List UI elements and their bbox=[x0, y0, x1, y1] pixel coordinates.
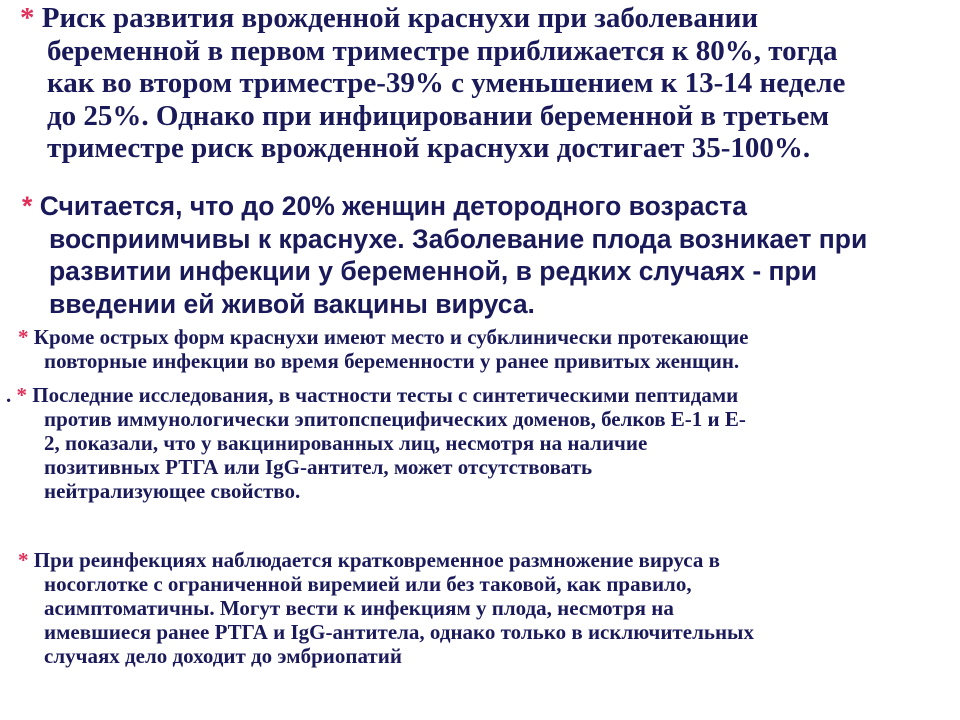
paragraph-line: имевшиеся ранее РТГА и IgG-антитела, однако только в исключительных bbox=[44, 620, 754, 644]
paragraph-line: до 25%. Однако при инфицировании беременной в третьем bbox=[47, 99, 830, 132]
paragraph-susceptibility bbox=[22, 190, 867, 320]
line-text: Кроме острых форм краснухи имеют место и субклинически протекающие bbox=[33, 325, 749, 349]
paragraph-reinfections bbox=[18, 548, 754, 668]
paragraph-line bbox=[20, 2, 845, 35]
line-text: Считается, что до 20% женщин детородного возраста bbox=[39, 191, 747, 221]
paragraph-line: асимптоматичны. Могут вести к инфекциям у плода, несмотря на bbox=[44, 596, 674, 620]
line-text: При реинфекциях наблюдается кратковременное размножение вируса в bbox=[33, 548, 720, 572]
paragraph-line: случаях дело доходит до эмбриопатий bbox=[44, 644, 402, 668]
paragraph-line bbox=[18, 325, 749, 349]
paragraph-line: триместре риск врожденной краснухи достигает 35-100%. bbox=[47, 132, 811, 164]
bullet-star: * bbox=[18, 325, 29, 349]
paragraph-subclinical-reinfection bbox=[18, 325, 749, 373]
paragraph-line: против иммунологически эпитопспецифических доменов, белков Е-1 и Е- bbox=[44, 407, 746, 431]
line-text: Риск развития врожденной краснухи при заболевании bbox=[41, 2, 759, 34]
bullet-star: * bbox=[18, 548, 29, 572]
paragraph-rubella-risk-trimesters bbox=[20, 2, 845, 165]
paragraph-line: повторные инфекции во время беременности у ранее привитых женщин. bbox=[44, 349, 740, 373]
paragraph-line bbox=[6, 383, 746, 407]
paragraph-line: как во втором триместре-39% с уменьшением к 13-14 неделе bbox=[47, 67, 846, 99]
paragraph-line: введении ей живой вакцины вируса. bbox=[49, 288, 535, 319]
line-text: Последние исследования, в частности тесты с синтетическими пептидами bbox=[32, 383, 739, 407]
paragraph-line: позитивных РТГА или IgG-антител, может отсутствовать bbox=[44, 455, 593, 479]
paragraph-recent-research bbox=[6, 383, 746, 503]
paragraph-line bbox=[22, 190, 867, 223]
paragraph-line: беременной в первом триместре приближается к 80%, тогда bbox=[47, 34, 838, 67]
leading-dot: . bbox=[6, 383, 12, 407]
paragraph-line bbox=[18, 548, 754, 572]
paragraph-line: носоглотке с ограниченной виремией или без таковой, как правило, bbox=[44, 572, 692, 596]
paragraph-line: восприимчивы к краснухе. Заболевание плода возникает при bbox=[49, 223, 868, 254]
paragraph-line: нейтрализующее свойство. bbox=[44, 479, 301, 503]
paragraph-line: 2, показали, что у вакцинированных лиц, несмотря на наличие bbox=[44, 431, 648, 455]
bullet-star: * bbox=[20, 2, 35, 34]
bullet-star: * bbox=[16, 383, 27, 407]
paragraph-line: развитии инфекции у беременной, в редких случаях - при bbox=[49, 256, 818, 286]
bullet-star: * bbox=[22, 191, 33, 221]
